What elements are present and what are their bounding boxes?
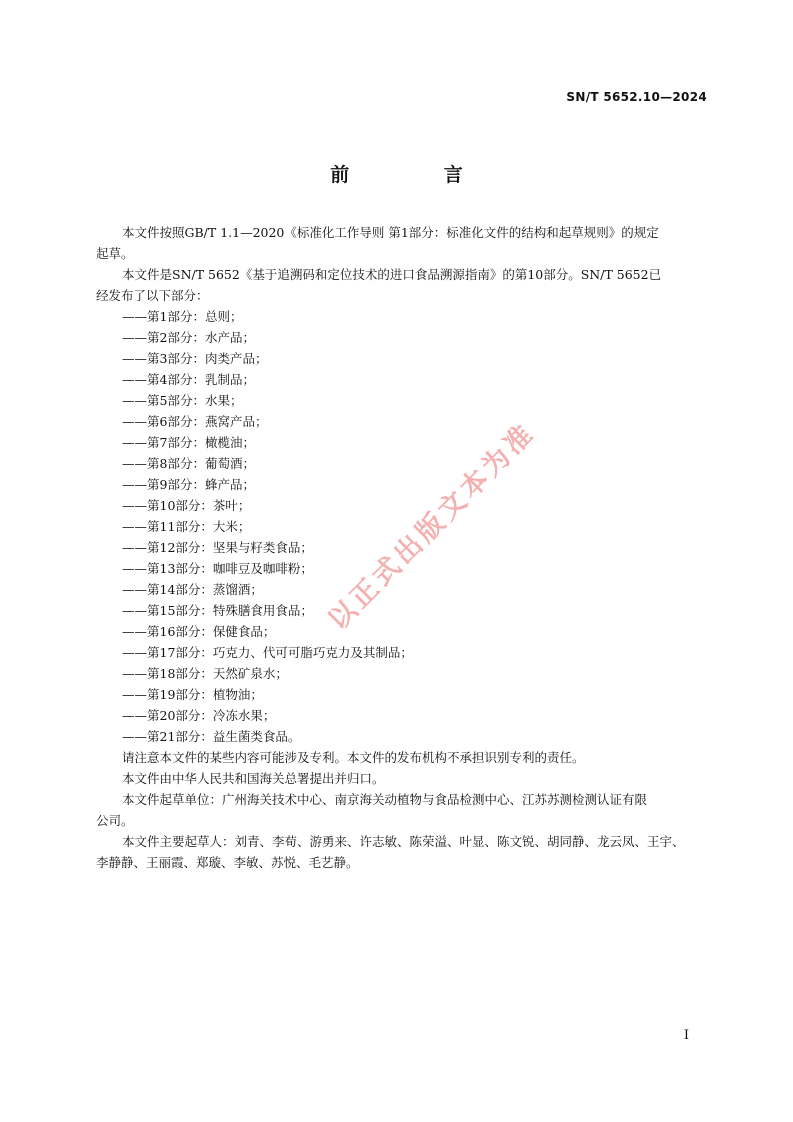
paragraph-line: 请注意本文件的某些内容可能涉及专利。本文件的发布机构不承担识别专利的责任。 xyxy=(122,750,585,765)
paragraph-line: 经发布了以下部分： xyxy=(96,288,209,303)
list-item: ——第17部分：巧克力、代可可脂巧克力及其制品； xyxy=(122,645,413,660)
list-item: ——第6部分：燕窝产品； xyxy=(122,414,268,429)
list-item: ——第12部分：坚果与籽类食品； xyxy=(122,540,313,555)
preface-body xyxy=(96,222,710,873)
list-item: ——第11部分：大米； xyxy=(122,519,251,534)
list-item: ——第4部分：乳制品； xyxy=(122,372,255,387)
list-item: ——第10部分：茶叶； xyxy=(122,498,251,513)
list-item: ——第18部分：天然矿泉水； xyxy=(122,666,288,681)
list-item: ——第8部分：葡萄酒； xyxy=(122,456,255,471)
list-item: ——第19部分：植物油； xyxy=(122,687,263,702)
paragraph-drafting-rules xyxy=(96,222,710,264)
list-item: ——第15部分：特殊膳食用食品； xyxy=(122,603,313,618)
list-item: ——第7部分：橄榄油； xyxy=(122,435,255,450)
paragraph-line: 本文件主要起草人：刘青、李荀、游勇来、许志敏、陈荣溢、叶显、陈文锐、胡同静、龙云凤、王宇、 xyxy=(122,834,685,849)
parts-list xyxy=(122,306,710,747)
list-item: ——第21部分：益生菌类食品。 xyxy=(122,729,301,744)
page-number: I xyxy=(683,1028,689,1043)
list-item: ——第16部分：保健食品； xyxy=(122,624,276,639)
paragraph-line: 起草。 xyxy=(96,246,134,261)
paragraph-line: 本文件是SN/T 5652《基于追溯码和定位技术的进口食品溯源指南》的第10部分。SN/T 5652已 xyxy=(122,267,662,282)
list-item: ——第9部分：蜂产品； xyxy=(122,477,255,492)
paragraph-drafting-units xyxy=(96,789,710,831)
paragraph-line: 李静静、王丽霞、郑璇、李敏、苏悦、毛艺静。 xyxy=(96,855,359,870)
paragraph-line: 本文件起草单位：广州海关技术中心、南京海关动植物与食品检测中心、江苏苏测检测认证有限 xyxy=(122,792,648,807)
paragraph-line: 公司。 xyxy=(96,813,134,828)
paragraph-series-intro xyxy=(96,264,710,306)
list-item: ——第2部分：水产品； xyxy=(122,330,255,345)
list-item: ——第5部分：水果； xyxy=(122,393,243,408)
list-item: ——第13部分：咖啡豆及咖啡粉； xyxy=(122,561,313,576)
watermark: 以正式出版文本为准 xyxy=(322,417,542,637)
list-item: ——第3部分：肉类产品； xyxy=(122,351,268,366)
list-item: ——第20部分：冷冻水果； xyxy=(122,708,276,723)
list-item: ——第1部分：总则； xyxy=(122,309,243,324)
page-title: 前 言 xyxy=(330,164,507,186)
paragraph-drafters xyxy=(96,831,710,873)
paragraph-patent-notice xyxy=(122,747,710,768)
paragraph-line: 本文件按照GB/T 1.1—2020《标准化工作导则 第1部分：标准化文件的结构和起草规则》的规定 xyxy=(122,225,659,240)
standard-code: SN/T 5652.10—2024 xyxy=(566,90,707,104)
paragraph-proposer xyxy=(122,768,710,789)
list-item: ——第14部分：蒸馏酒； xyxy=(122,582,263,597)
paragraph-line: 本文件由中华人民共和国海关总署提出并归口。 xyxy=(122,771,385,786)
